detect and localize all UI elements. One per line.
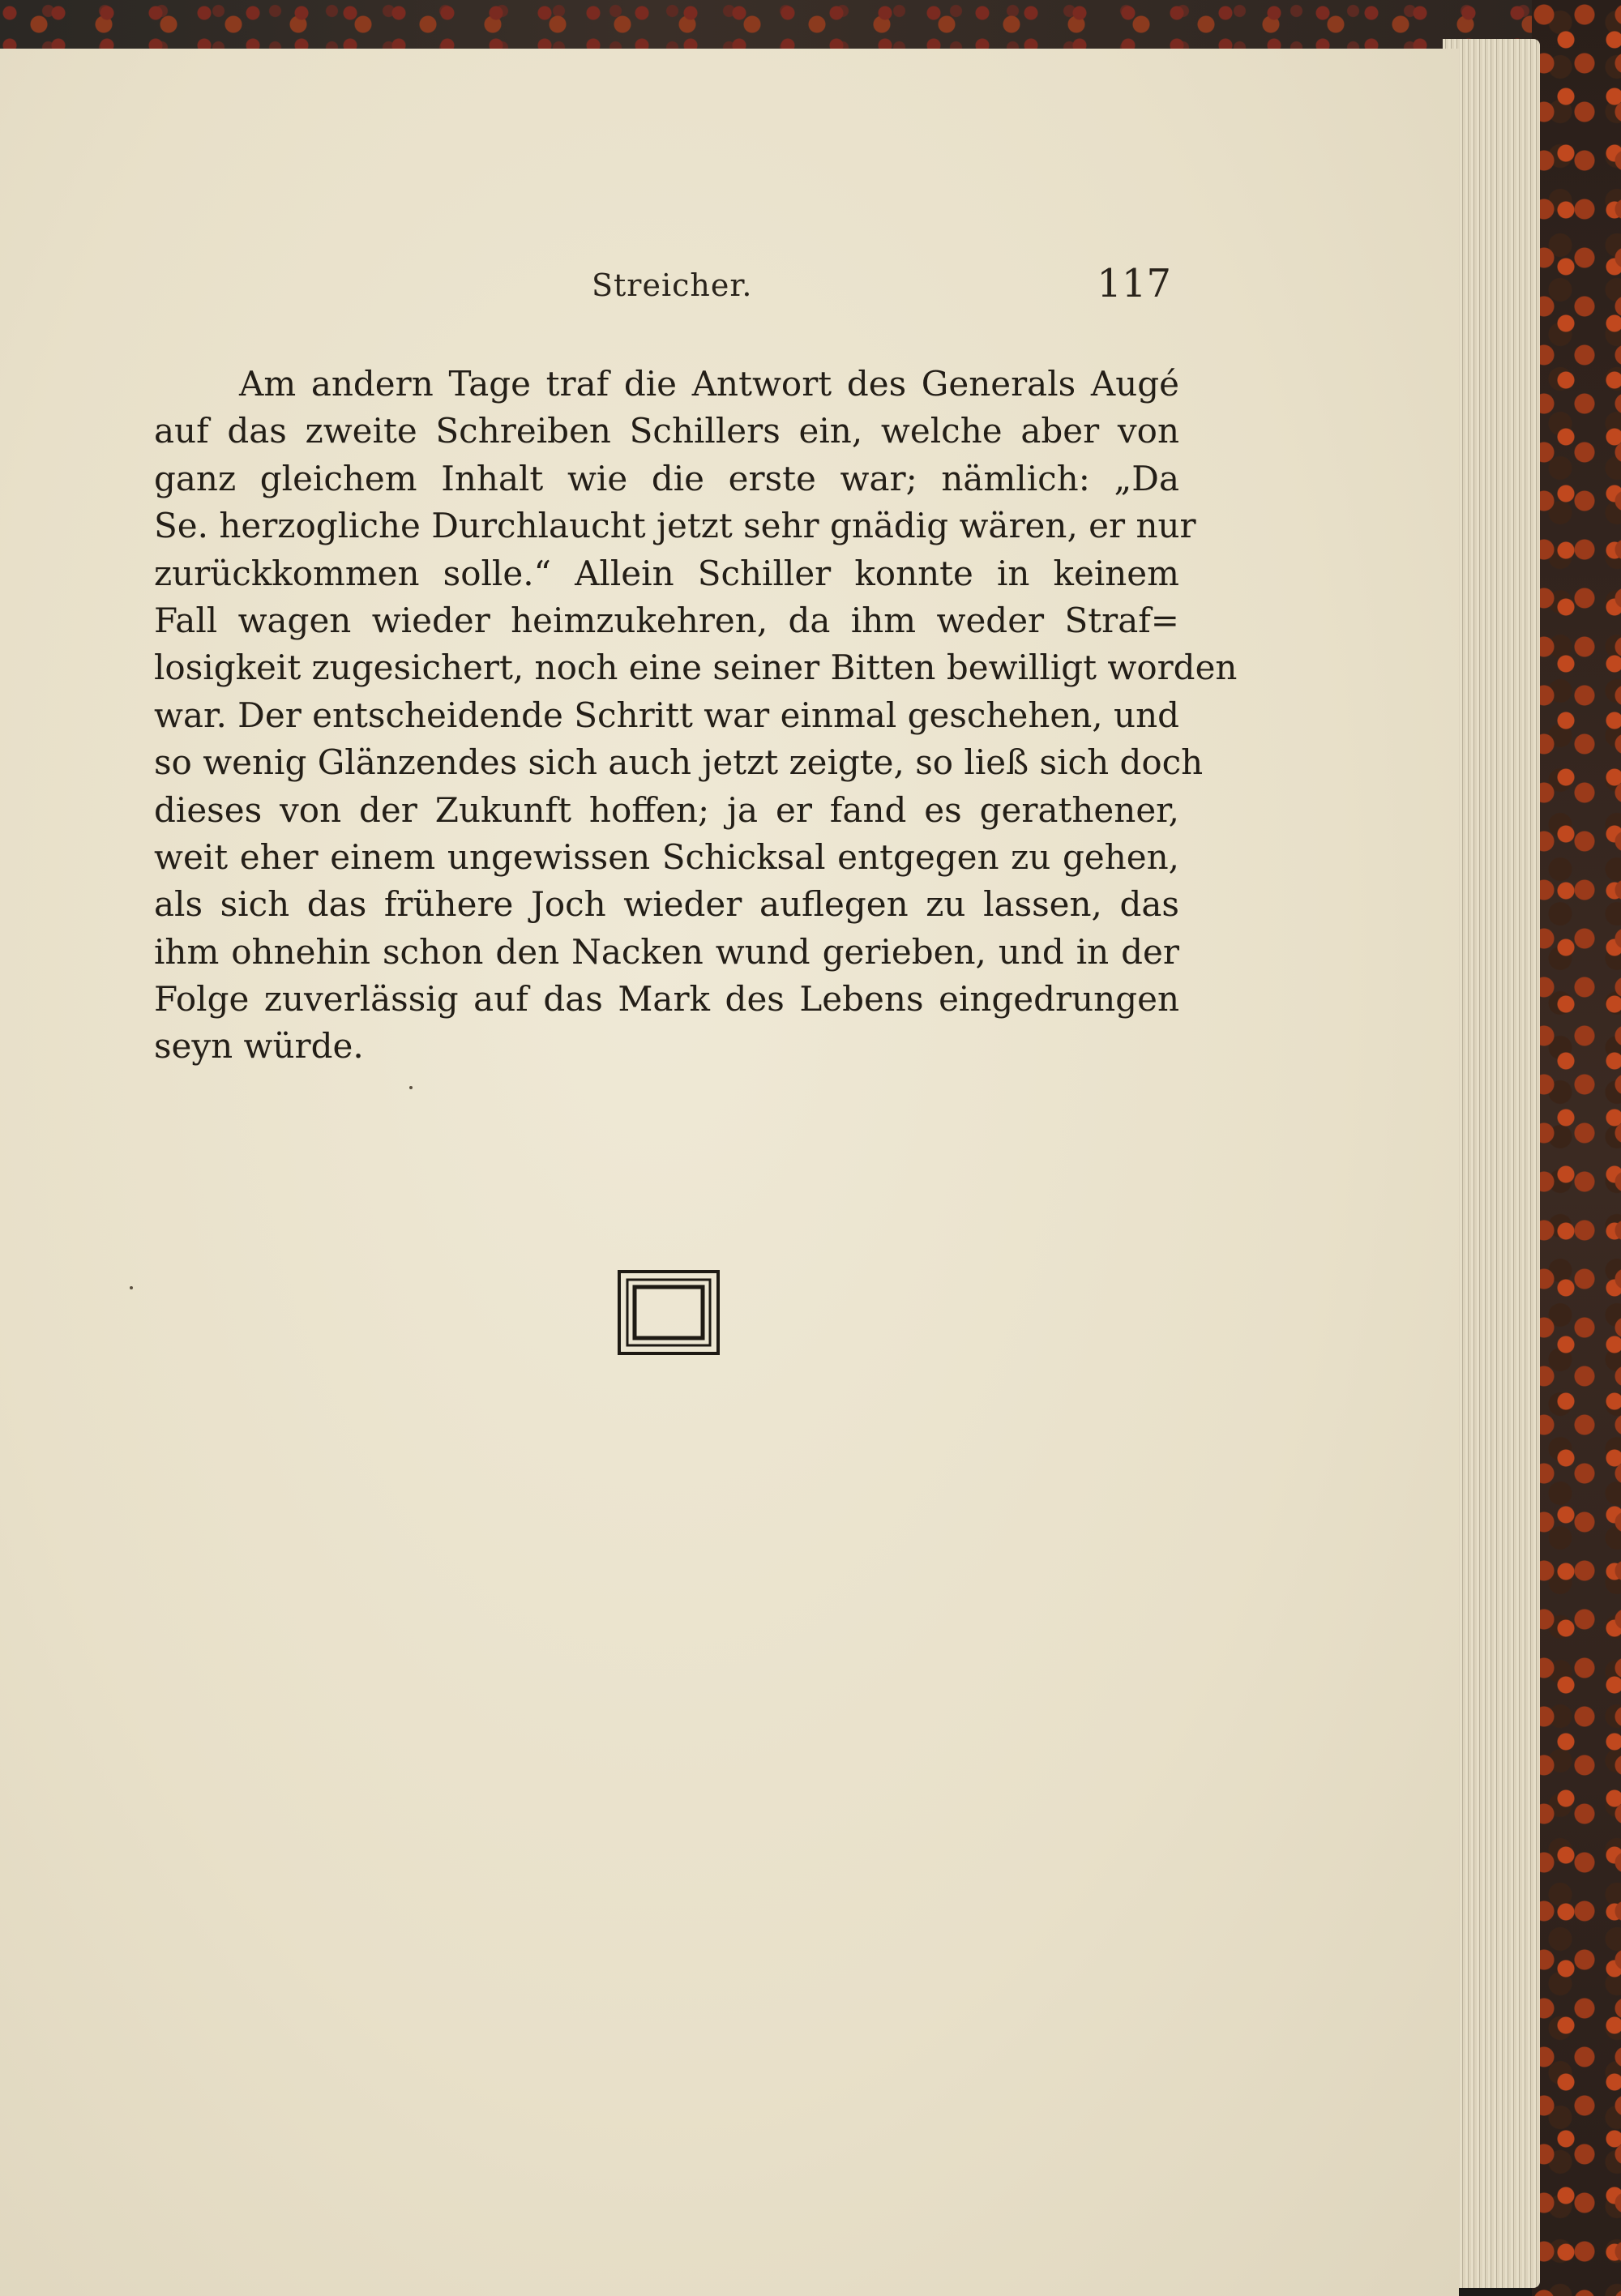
text-line: ganz gleichem Inhalt wie die erste war; nämlich: „Da	[154, 458, 1179, 498]
paper-speck	[130, 1286, 133, 1289]
text-line: auf das zweite Schreiben Schillers ein, welche aber von	[154, 411, 1179, 451]
running-head	[158, 261, 1171, 340]
paper-speck	[409, 1086, 413, 1089]
text-line: war. Der entscheidende Schritt war einmal geschehen, und	[154, 695, 1179, 735]
text-line: Am andern Tage traf die Antwort des Generals Augé	[239, 364, 1179, 404]
running-head-title: Streicher.	[592, 267, 753, 303]
text-line: Folge zuverlässig auf das Mark des Lebens eingedrungen	[154, 979, 1179, 1020]
text-line: ihm ohnehin schon den Nacken wund gerieben, und in der	[154, 931, 1179, 972]
text-line: weit eher einem ungewissen Schicksal entgegen zu gehen,	[154, 836, 1179, 877]
text-line: zurückkommen solle.“ Allein Schiller konnte in keinem	[154, 553, 1179, 593]
book-page	[0, 49, 1459, 2296]
page-number: 117	[1097, 261, 1171, 306]
book-cover-marbled-edge	[1532, 0, 1621, 2296]
body-paragraph	[154, 361, 1238, 1071]
text-line: seyn würde.	[154, 1026, 364, 1067]
nested-rectangle-ornament-icon	[618, 1270, 720, 1355]
text-line: Se. herzogliche Durchlaucht jetzt sehr gnädig wären, er nur	[154, 506, 1196, 546]
text-line: so wenig Glänzendes sich auch jetzt zeigte, so ließ sich doch	[154, 742, 1204, 783]
text-line: Fall wagen wieder heimzukehren, da ihm weder Straf=	[154, 600, 1179, 640]
text-line: dieses von der Zukunft hoffen; ja er fand es gerathener,	[154, 789, 1179, 830]
text-line: losigkeit zugesichert, noch eine seiner Bitten bewilligt worden	[154, 648, 1238, 688]
text-line: als sich das frühere Joch wieder auflegen zu lassen, das	[154, 884, 1179, 925]
